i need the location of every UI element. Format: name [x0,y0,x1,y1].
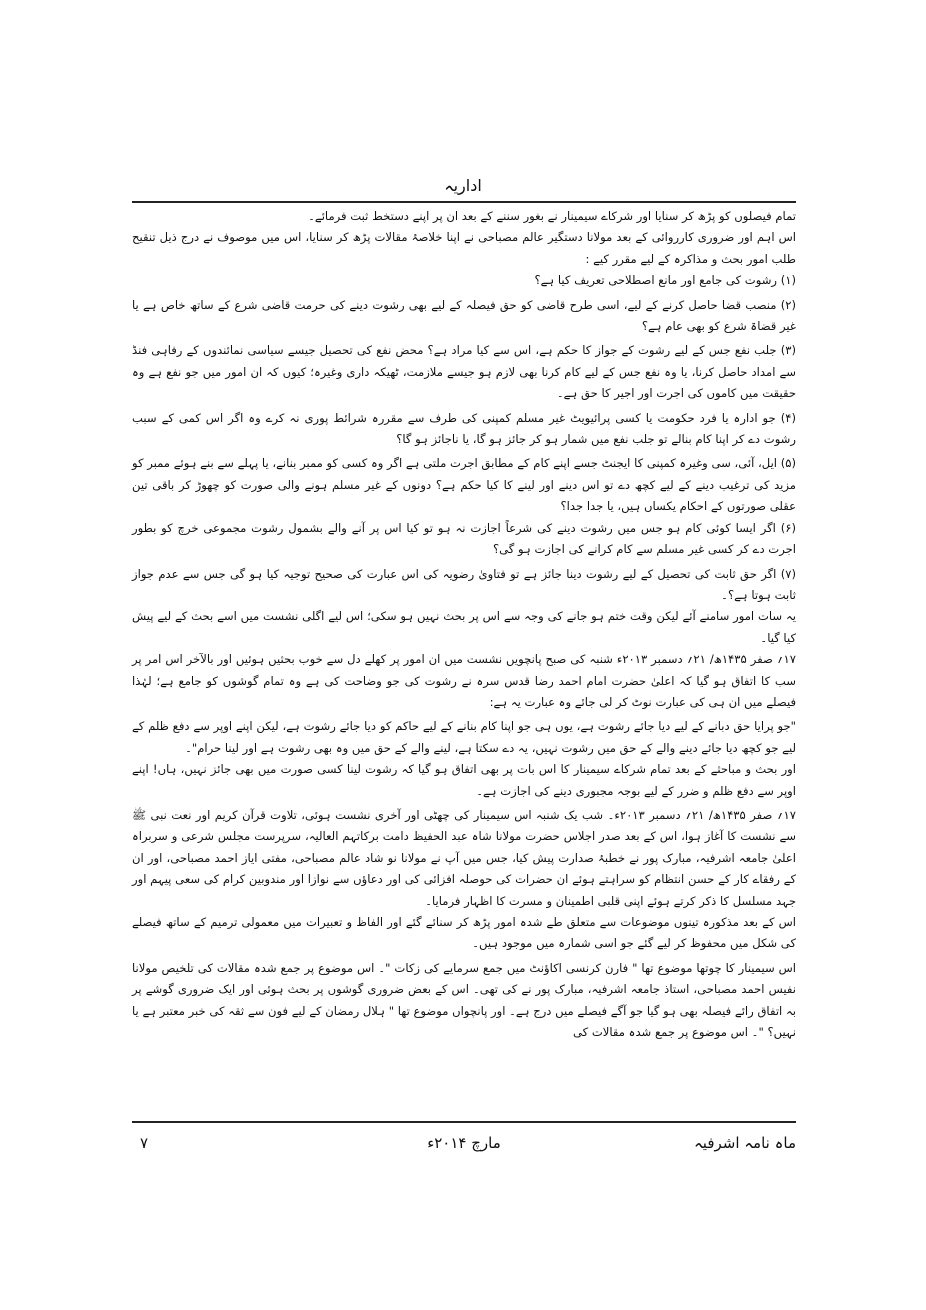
paragraph: یہ سات امور سامنے آئے لیکن وقت ختم ہو جانے کی وجہ سے اس پر بحث نہیں ہو سکی؛ اس لیے اگلی نشست میں اسے بحث کے لیے پیش کیا گیا۔ [132,609,796,645]
paragraph: (۵) ایل، آئی، سی وغیرہ کمپنی کا ایجنٹ جسے اپنے کام کے مطابق اجرت ملتی ہے اگر وہ کسی کو ممبر بنانے، یا پہلے سے بنے ہوئے ممبر کو مزید کی ترغیب دینے کے لیے کچھ دے تو اس دینے اور لینے کا کیا حکم ہے؟ دونوں کے غیر مسلم ہونے والی صورت کو چھوڑ کر باقی تین عقلی صورتوں کے احکام یکساں ہیں، یا جدا جدا؟ [132,456,796,514]
paragraph: اور بحث و مباحثے کے بعد تمام شرکاے سیمینار کا اس بات پر بھی اتفاق ہو گیا کہ رشوت لینا کسی صورت میں بھی جائز نہیں، ہاں! اپنے اوپر سے دفع ظلم و ضرر کے لیے بوجہ مجبوری دینے کی اجازت ہے۔ [132,762,796,798]
magazine-name: ماہ نامہ اشرفیہ [694,1134,796,1152]
paragraph: تمام فیصلوں کو پڑھ کر سنایا اور شرکاے سیمینار نے بغور سننے کے بعد ان پر اپنے دستخط ثبت فرمائے۔ [308,209,796,223]
paragraph: (۳) جلب نفع جس کے لیے رشوت کے جواز کا حکم ہے، اس سے کیا مراد ہے؟ محض نفع کی تحصیل جیسے سیاسی نمائندوں کے رفاہی فنڈ سے امداد حاصل کرنا، یا وہ نفع جس کے لیے کام کرنا بھی لازم ہو جیسے ملازمت، ٹھیکہ داری وغیرہ؛ کیوں کہ ان امور میں جو نفع ہے وہ حقیقت میں کاموں کی اجرت اور اجیر کا حق ہے۔ [132,343,796,401]
header-divider [132,201,796,203]
page-number: ۷ [140,1134,149,1152]
section-title: اداریہ [444,176,482,195]
paragraph: (۴) جو ادارہ یا فرد حکومت یا کسی پرائیویٹ غیر مسلم کمپنی کی طرف سے مقررہ شرائط پوری نہ کرے وہ اگر اس کمی کے سبب رشوت دے کر اپنا کام بنالے تو جلب نفع میں شمار ہو کر جائز ہو گا، یا ناجائز ہو گا؟ [132,410,796,447]
paragraph: اس سیمینار کا چوتھا موضوع تھا " فارن کرنسی اکاؤنٹ میں جمع سرمایے کی زکات "۔ اس موضوع پر جمع شدہ مقالات کی تلخیص مولانا نفیس احمد مصباحی، استاذ جامعہ اشرفیہ، مبارک پور نے کی تھی۔ اس کے بعض ضروری گوشوں پر بحث ہوئی اور ایک ضروری گوشے پر بہ اتفاق رائے فیصلہ بھی ہو گیا جو آگے فیصلے میں درج ہے۔ اور پانچواں موضوع تھا " ہلال رمضان کے لیے فون سے ثقہ کی خبر معتبر ہے یا نہیں؟ "۔ اس موضوع پر جمع شدہ مقالات کی [132,960,796,1040]
footer-divider [132,1121,796,1123]
paragraph: (۱) رشوت کی جامع اور مانع اصطلاحی تعریف کیا ہے؟ [534,273,796,288]
paragraph: (۶) اگر ایسا کوئی کام ہو جس میں رشوت دینے کی شرعاً اجازت نہ ہو تو کیا اس پر آنے والے بشمول رشوت مجموعی خرچ کو بطور اجرت دے کر کسی غیر مسلم سے کام کرانے کی اجازت ہو گی؟ [132,520,796,557]
quoted-text: "جو پرایا حق دبانے کے لیے دیا جائے رشوت ہے، یوں ہی جو اپنا کام بنانے کے لیے حاکم کو دیا جائے رشوت ہے، لیکن اپنے اوپر سے دفع ظلم کے لیے جو کچھ دیا جائے دینے والے کے حق میں رشوت نہیں، یہ دے سکتا ہے، لینے والے کے حق میں وہ بھی رشوت ہے اور لینا حرام"۔ [132,719,796,755]
paragraph: ۱۷؍ صفر ۱۴۳۵ھ/ ۲۱؍ دسمبر ۲۰۱۳ء۔ شب یک شنبہ اس سیمینار کی چھٹی اور آخری نشست ہوئی، تلاوت قرآن کریم اور نعت نبی ﷺ سے نشست کا آغاز ہوا، اس کے بعد صدر اجلاس حضرت مولانا شاہ عبد الحفیظ دامت برکاتہم العالیہ، سرپرست مجلس شرعی و سربراہ اعلیٰ جامعہ اشرفیہ، مبارک پور نے خطبۂ صدارت پیش کیا، جس میں آپ نے مولانا نو شاد عالم مصباحی، مفتی ایاز احمد مصباحی، اور ان کے رفقاے کار کے حسن انتظام کو سراہتے ہوئے ان حضرات کی حوصلہ افزائی کی اور دعاؤں سے نوازا اور مندوبین کرام کی سعی پیہم اور جہد مسلسل کا ذکر کرتے ہوئے اپنی قلبی اطمینان و مسرت کا اظہار فرمایا۔ [132,807,797,908]
paragraph: اس اہم اور ضروری کارروائی کے بعد مولانا دستگیر عالم مصباحی نے اپنا خلاصۂ مقالات پڑھ کر سنایا، اس میں موصوف نے درج ذیل تنقیح طلب امور بحث و مذاکرہ کے لیے مقرر کیے : [132,230,796,266]
paragraph: (۲) منصب قضا حاصل کرنے کے لیے، اسی طرح قاضی کو حق فیصلہ کے لیے بھی رشوت دینے کی حرمت قاضی شرع کے ساتھ خاص ہے یا غیر قضاۃ شرع کو بھی عام ہے؟ [132,297,796,334]
article-body [132,206,796,1043]
paragraph: (۷) اگر حق ثابت کی تحصیل کے لیے رشوت دینا جائز ہے تو فتاویٰ رضویہ کی اس عبارت کی صحیح توجیہ کیا ہو گی جس سے عدم جواز ثابت ہوتا ہے؟۔ [132,566,796,602]
paragraph: ۱۷؍ صفر ۱۴۳۵ھ/ ۲۱؍ دسمبر ۲۰۱۳ء شنبہ کی صبح پانچویں نشست میں ان امور پر کھلے دل سے خوب بحثیں ہوئیں اور بالآخر اس امر پر سب کا اتفاق ہو گیا کہ اعلیٰ حضرت امام احمد رضا قدس سرہ نے رشوت کی جو وضاحت کی ہے وہ تمام گوشوں کو جامع ہے؛ لہٰذا فیصلے میں ان ہی کی عبارت نوٹ کر لی جائے وہ عبارت یہ ہے: [132,652,797,709]
paragraph: اس کے بعد مذکورہ تینوں موضوعات سے متعلق طے شدہ امور پڑھ کر سنائے گئے اور الفاظ و تعبیرات میں معمولی ترمیم کے ساتھ فیصلے کی شکل میں محفوظ کر لیے گئے جو اسی شمارہ میں موجود ہیں۔ [132,915,796,951]
issue-date: مارچ ۲۰۱۴ء [427,1134,501,1152]
page-footer [132,1130,796,1156]
